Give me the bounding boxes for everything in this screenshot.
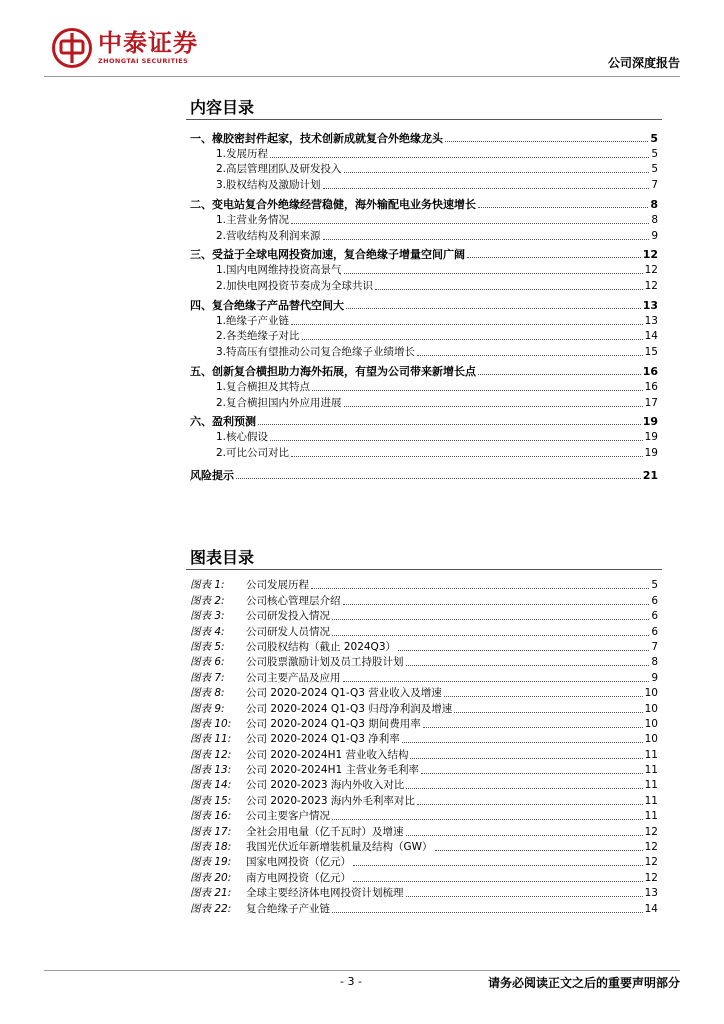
entry-page-number: 5	[651, 579, 658, 592]
entry-page-number: 19	[644, 431, 658, 444]
dot-leader	[258, 423, 641, 425]
entry-label: 公司研发人员情况	[246, 625, 330, 638]
dot-leader	[344, 405, 643, 407]
figure-number: 图表 7:	[190, 671, 225, 684]
dot-leader	[435, 849, 643, 851]
dot-leader	[302, 338, 643, 340]
figure-number: 图表 2:	[190, 594, 225, 607]
toc-subsection-entry[interactable]	[190, 378, 658, 394]
entry-label: 公司 2020-2024 Q1-Q3 净利率	[246, 733, 400, 746]
entry-page-number: 12	[642, 248, 658, 262]
toc-section-entry[interactable]	[190, 129, 658, 145]
dot-leader	[291, 323, 643, 325]
toc-subsection-entry[interactable]	[190, 343, 658, 359]
dot-leader	[236, 477, 641, 479]
dot-leader	[444, 695, 643, 697]
dot-leader	[398, 649, 649, 651]
table-of-contents	[190, 126, 658, 482]
dot-leader	[467, 256, 641, 258]
entry-page-number: 19	[644, 446, 658, 459]
entry-page-number: 16	[642, 364, 658, 378]
entry-label: 公司主要客户情况	[246, 810, 330, 823]
entry-label: 三、受益于全球电网投资加速，复合绝缘子增量空间广阔	[190, 248, 465, 262]
entry-page-number: 12	[644, 264, 658, 277]
entry-page-number: 13	[642, 298, 658, 312]
figure-number: 图表 6:	[190, 656, 225, 669]
entry-page-number: 11	[644, 810, 658, 823]
entry-label: 公司研发投入情况	[246, 610, 330, 623]
entry-page-number: 12	[644, 856, 658, 869]
dot-leader	[375, 288, 643, 290]
figure-number: 图表 1:	[190, 579, 225, 592]
toc-subsection-entry[interactable]	[190, 277, 658, 293]
entry-label: 1.复合横担及其特点	[216, 380, 311, 393]
entry-page-number: 10	[644, 717, 658, 730]
dot-leader	[344, 272, 643, 274]
dot-leader	[454, 711, 642, 713]
toc-subsection-entry[interactable]	[190, 227, 658, 243]
entry-page-number: 11	[644, 748, 658, 761]
figure-number: 图表 4:	[190, 625, 225, 638]
figure-index-entry[interactable]	[190, 654, 658, 669]
toc-subsection-entry[interactable]	[190, 394, 658, 410]
figure-number: 图表 10:	[190, 717, 232, 730]
entry-page-number: 12	[644, 279, 658, 292]
toc-subsection-entry[interactable]	[190, 176, 658, 192]
footer-divider	[44, 970, 680, 971]
dot-leader	[406, 664, 650, 666]
dot-leader	[423, 726, 643, 728]
figure-number: 图表 22:	[190, 902, 232, 915]
figure-index-entry[interactable]	[190, 623, 658, 638]
entry-label: 2.加快电网投资节奏成为全球共识	[216, 279, 374, 292]
figure-index-entry[interactable]	[190, 685, 658, 700]
entry-label: 2.可比公司对比	[216, 446, 290, 459]
entry-page-number: 11	[644, 779, 658, 792]
figure-index-entry[interactable]	[190, 746, 658, 761]
toc-subsection-entry[interactable]	[190, 211, 658, 227]
dot-leader	[406, 834, 643, 836]
figure-title-divider	[186, 569, 662, 570]
entry-label: 公司股权结构（截止 2024Q3）	[246, 640, 397, 653]
entry-page-number: 14	[644, 902, 658, 915]
figure-index-title: 图表目录	[190, 548, 255, 567]
entry-label: 公司 2020-2024H1 主营业务毛利率	[246, 764, 419, 777]
dot-leader	[353, 864, 643, 866]
figure-index-entry[interactable]	[190, 885, 658, 900]
entry-page-number: 9	[651, 671, 658, 684]
dot-leader	[343, 680, 650, 682]
dot-leader	[478, 373, 641, 375]
figure-number: 图表 21:	[190, 887, 232, 900]
entry-label: 我国光伏近年新增装机量及结构（GW）	[246, 841, 433, 854]
entry-page-number: 15	[644, 346, 658, 359]
dot-leader	[323, 238, 650, 240]
entry-label: 复合绝缘子产业链	[246, 902, 330, 915]
report-type: 公司深度报告	[607, 56, 680, 70]
dot-leader	[406, 895, 643, 897]
entry-label: 全社会用电量（亿千瓦时）及增速	[246, 825, 404, 838]
figure-index-entry[interactable]	[190, 592, 658, 607]
dot-leader	[312, 389, 643, 391]
entry-page-number: 6	[651, 610, 658, 623]
entry-page-number: 7	[651, 640, 658, 653]
figure-index-entry[interactable]	[190, 716, 658, 731]
entry-label: 全球主要经济体电网投资计划梳理	[246, 887, 404, 900]
figure-index-entry[interactable]	[190, 777, 658, 792]
entry-label: 南方电网投资（亿元）	[246, 871, 351, 884]
entry-label: 公司 2020-2023 海内外毛利率对比	[246, 794, 415, 807]
toc-subsection-entry[interactable]	[190, 328, 658, 344]
brand-name-cn: 中泰证券	[98, 29, 198, 57]
entry-page-number: 5	[651, 147, 658, 160]
page-number: - 3 -	[340, 975, 362, 988]
entry-page-number: 9	[651, 229, 658, 242]
figure-index-entry[interactable]	[190, 608, 658, 623]
figure-index-entry[interactable]	[190, 854, 658, 869]
dot-leader	[402, 741, 643, 743]
toc-subsection-entry[interactable]	[190, 312, 658, 328]
figure-index-entry[interactable]	[190, 731, 658, 746]
entry-page-number: 8	[651, 213, 658, 226]
dot-leader	[332, 634, 649, 636]
dot-leader	[353, 880, 643, 882]
toc-title-divider	[186, 119, 662, 120]
figure-number: 图表 14:	[190, 779, 232, 792]
page-header	[0, 0, 724, 80]
header-divider	[44, 76, 680, 77]
dot-leader	[478, 206, 648, 208]
figure-index-entry[interactable]	[190, 808, 658, 823]
entry-label: 公司主要产品及应用	[246, 671, 341, 684]
entry-label: 公司 2020-2024H1 营业收入结构	[246, 748, 409, 761]
dot-leader	[323, 187, 650, 189]
entry-page-number: 5	[651, 163, 658, 176]
entry-page-number: 11	[644, 764, 658, 777]
entry-label: 二、变电站复合外绝缘经营稳健，海外输配电业务快速增长	[190, 197, 476, 211]
dot-leader	[406, 787, 642, 789]
dot-leader	[421, 772, 643, 774]
toc-risk-entry[interactable]	[190, 466, 658, 482]
figure-index-entry[interactable]	[190, 700, 658, 715]
figure-number: 图表 13:	[190, 764, 232, 777]
entry-label: 四、复合绝缘子产品替代空间大	[190, 298, 344, 312]
entry-page-number: 19	[642, 415, 658, 429]
entry-page-number: 11	[644, 794, 658, 807]
toc-subsection-entry[interactable]	[190, 145, 658, 161]
dot-leader	[270, 439, 643, 441]
entry-page-number: 10	[644, 702, 658, 715]
entry-label: 2.复合横担国内外应用进展	[216, 396, 342, 409]
entry-page-number: 16	[644, 380, 658, 393]
entry-label: 公司发展历程	[246, 579, 309, 592]
figure-number: 图表 8:	[190, 687, 225, 700]
dot-leader	[332, 618, 649, 620]
dot-leader	[445, 140, 648, 142]
entry-label: 六、盈利预测	[190, 415, 256, 429]
figure-number: 图表 15:	[190, 794, 232, 807]
dot-leader	[332, 911, 643, 913]
dot-leader	[311, 587, 649, 589]
entry-page-number: 5	[650, 131, 658, 145]
toc-subsection-entry[interactable]	[190, 444, 658, 460]
brand-logo-text	[98, 30, 198, 66]
dot-leader	[410, 757, 642, 759]
zhongtai-logo-icon	[52, 28, 92, 68]
entry-label: 公司 2020-2024 Q1-Q3 归母净利润及增速	[246, 702, 453, 715]
entry-page-number: 6	[651, 625, 658, 638]
figure-index-entry[interactable]	[190, 839, 658, 854]
entry-label: 风险提示	[190, 468, 234, 482]
entry-page-number: 13	[644, 314, 658, 327]
entry-label: 3.特高压有望推动公司复合绝缘子业绩增长	[216, 346, 416, 359]
figure-index-entry[interactable]	[190, 577, 658, 592]
entry-label: 1.发展历程	[216, 147, 269, 160]
figure-index-entry[interactable]	[190, 762, 658, 777]
figure-number: 图表 11:	[190, 733, 232, 746]
entry-label: 公司 2020-2023 海内外收入对比	[246, 779, 405, 792]
figure-index-entry[interactable]	[190, 669, 658, 684]
toc-section-entry[interactable]	[190, 413, 658, 429]
dot-leader	[417, 803, 643, 805]
entry-page-number: 17	[644, 396, 658, 409]
entry-label: 1.主营业务情况	[216, 213, 290, 226]
figure-index	[190, 577, 658, 916]
entry-label: 五、创新复合横担助力海外拓展，有望为公司带来新增长点	[190, 364, 476, 378]
brand-name-en: ZHONGTAI SECURITIES	[98, 57, 189, 65]
dot-leader	[291, 455, 643, 457]
toc-section-entry[interactable]	[190, 195, 658, 211]
entry-label: 2.营收结构及利润来源	[216, 229, 321, 242]
entry-page-number: 21	[642, 468, 658, 482]
dot-leader	[343, 603, 650, 605]
footer-disclaimer: 请务必阅读正文之后的重要声明部分	[487, 976, 680, 990]
dot-leader	[344, 171, 650, 173]
entry-page-number: 12	[644, 871, 658, 884]
entry-page-number: 10	[644, 687, 658, 700]
entry-label: 国家电网投资（亿元）	[246, 856, 351, 869]
entry-page-number: 8	[650, 197, 658, 211]
dot-leader	[270, 156, 649, 158]
toc-section-entry[interactable]	[190, 296, 658, 312]
entry-label: 公司 2020-2024 Q1-Q3 期间费用率	[246, 717, 421, 730]
entry-label: 公司核心管理层介绍	[246, 594, 341, 607]
entry-page-number: 12	[644, 825, 658, 838]
figure-number: 图表 12:	[190, 748, 232, 761]
entry-label: 2.各类绝缘子对比	[216, 330, 300, 343]
toc-subsection-entry[interactable]	[190, 161, 658, 177]
dot-leader	[332, 818, 643, 820]
entry-label: 一、橡胶密封件起家，技术创新成就复合外绝缘龙头	[190, 131, 443, 145]
figure-number: 图表 16:	[190, 810, 232, 823]
figure-number: 图表 3:	[190, 610, 225, 623]
figure-number: 图表 18:	[190, 841, 232, 854]
figure-number: 图表 20:	[190, 871, 232, 884]
entry-page-number: 14	[644, 330, 658, 343]
entry-label: 公司股票激励计划及员工持股计划	[246, 656, 404, 669]
figure-index-entry[interactable]	[190, 900, 658, 915]
figure-index-entry[interactable]	[190, 792, 658, 807]
toc-subsection-entry[interactable]	[190, 261, 658, 277]
entry-label: 公司 2020-2024 Q1-Q3 营业收入及增速	[246, 687, 442, 700]
entry-page-number: 12	[644, 841, 658, 854]
figure-number: 图表 5:	[190, 640, 225, 653]
entry-label: 2.高层管理团队及研发投入	[216, 163, 342, 176]
figure-number: 图表 9:	[190, 702, 225, 715]
figure-index-entry[interactable]	[190, 823, 658, 838]
figure-index-entry[interactable]	[190, 639, 658, 654]
dot-leader	[346, 307, 641, 309]
figure-number: 图表 17:	[190, 825, 232, 838]
entry-page-number: 13	[644, 887, 658, 900]
figure-index-entry[interactable]	[190, 869, 658, 884]
toc-subsection-entry[interactable]	[190, 428, 658, 444]
entry-page-number: 8	[651, 656, 658, 669]
toc-section-entry[interactable]	[190, 246, 658, 262]
entry-label: 3.股权结构及激励计划	[216, 179, 321, 192]
dot-leader	[417, 354, 643, 356]
entry-label: 1.国内电网维持投资高景气	[216, 264, 342, 277]
entry-page-number: 6	[651, 594, 658, 607]
dot-leader	[291, 222, 649, 224]
entry-label: 1.绝缘子产业链	[216, 314, 290, 327]
entry-label: 1.核心假设	[216, 431, 269, 444]
toc-section-entry[interactable]	[190, 362, 658, 378]
entry-page-number: 7	[651, 179, 658, 192]
figure-number: 图表 19:	[190, 856, 232, 869]
entry-page-number: 10	[644, 733, 658, 746]
toc-title: 内容目录	[190, 98, 255, 117]
